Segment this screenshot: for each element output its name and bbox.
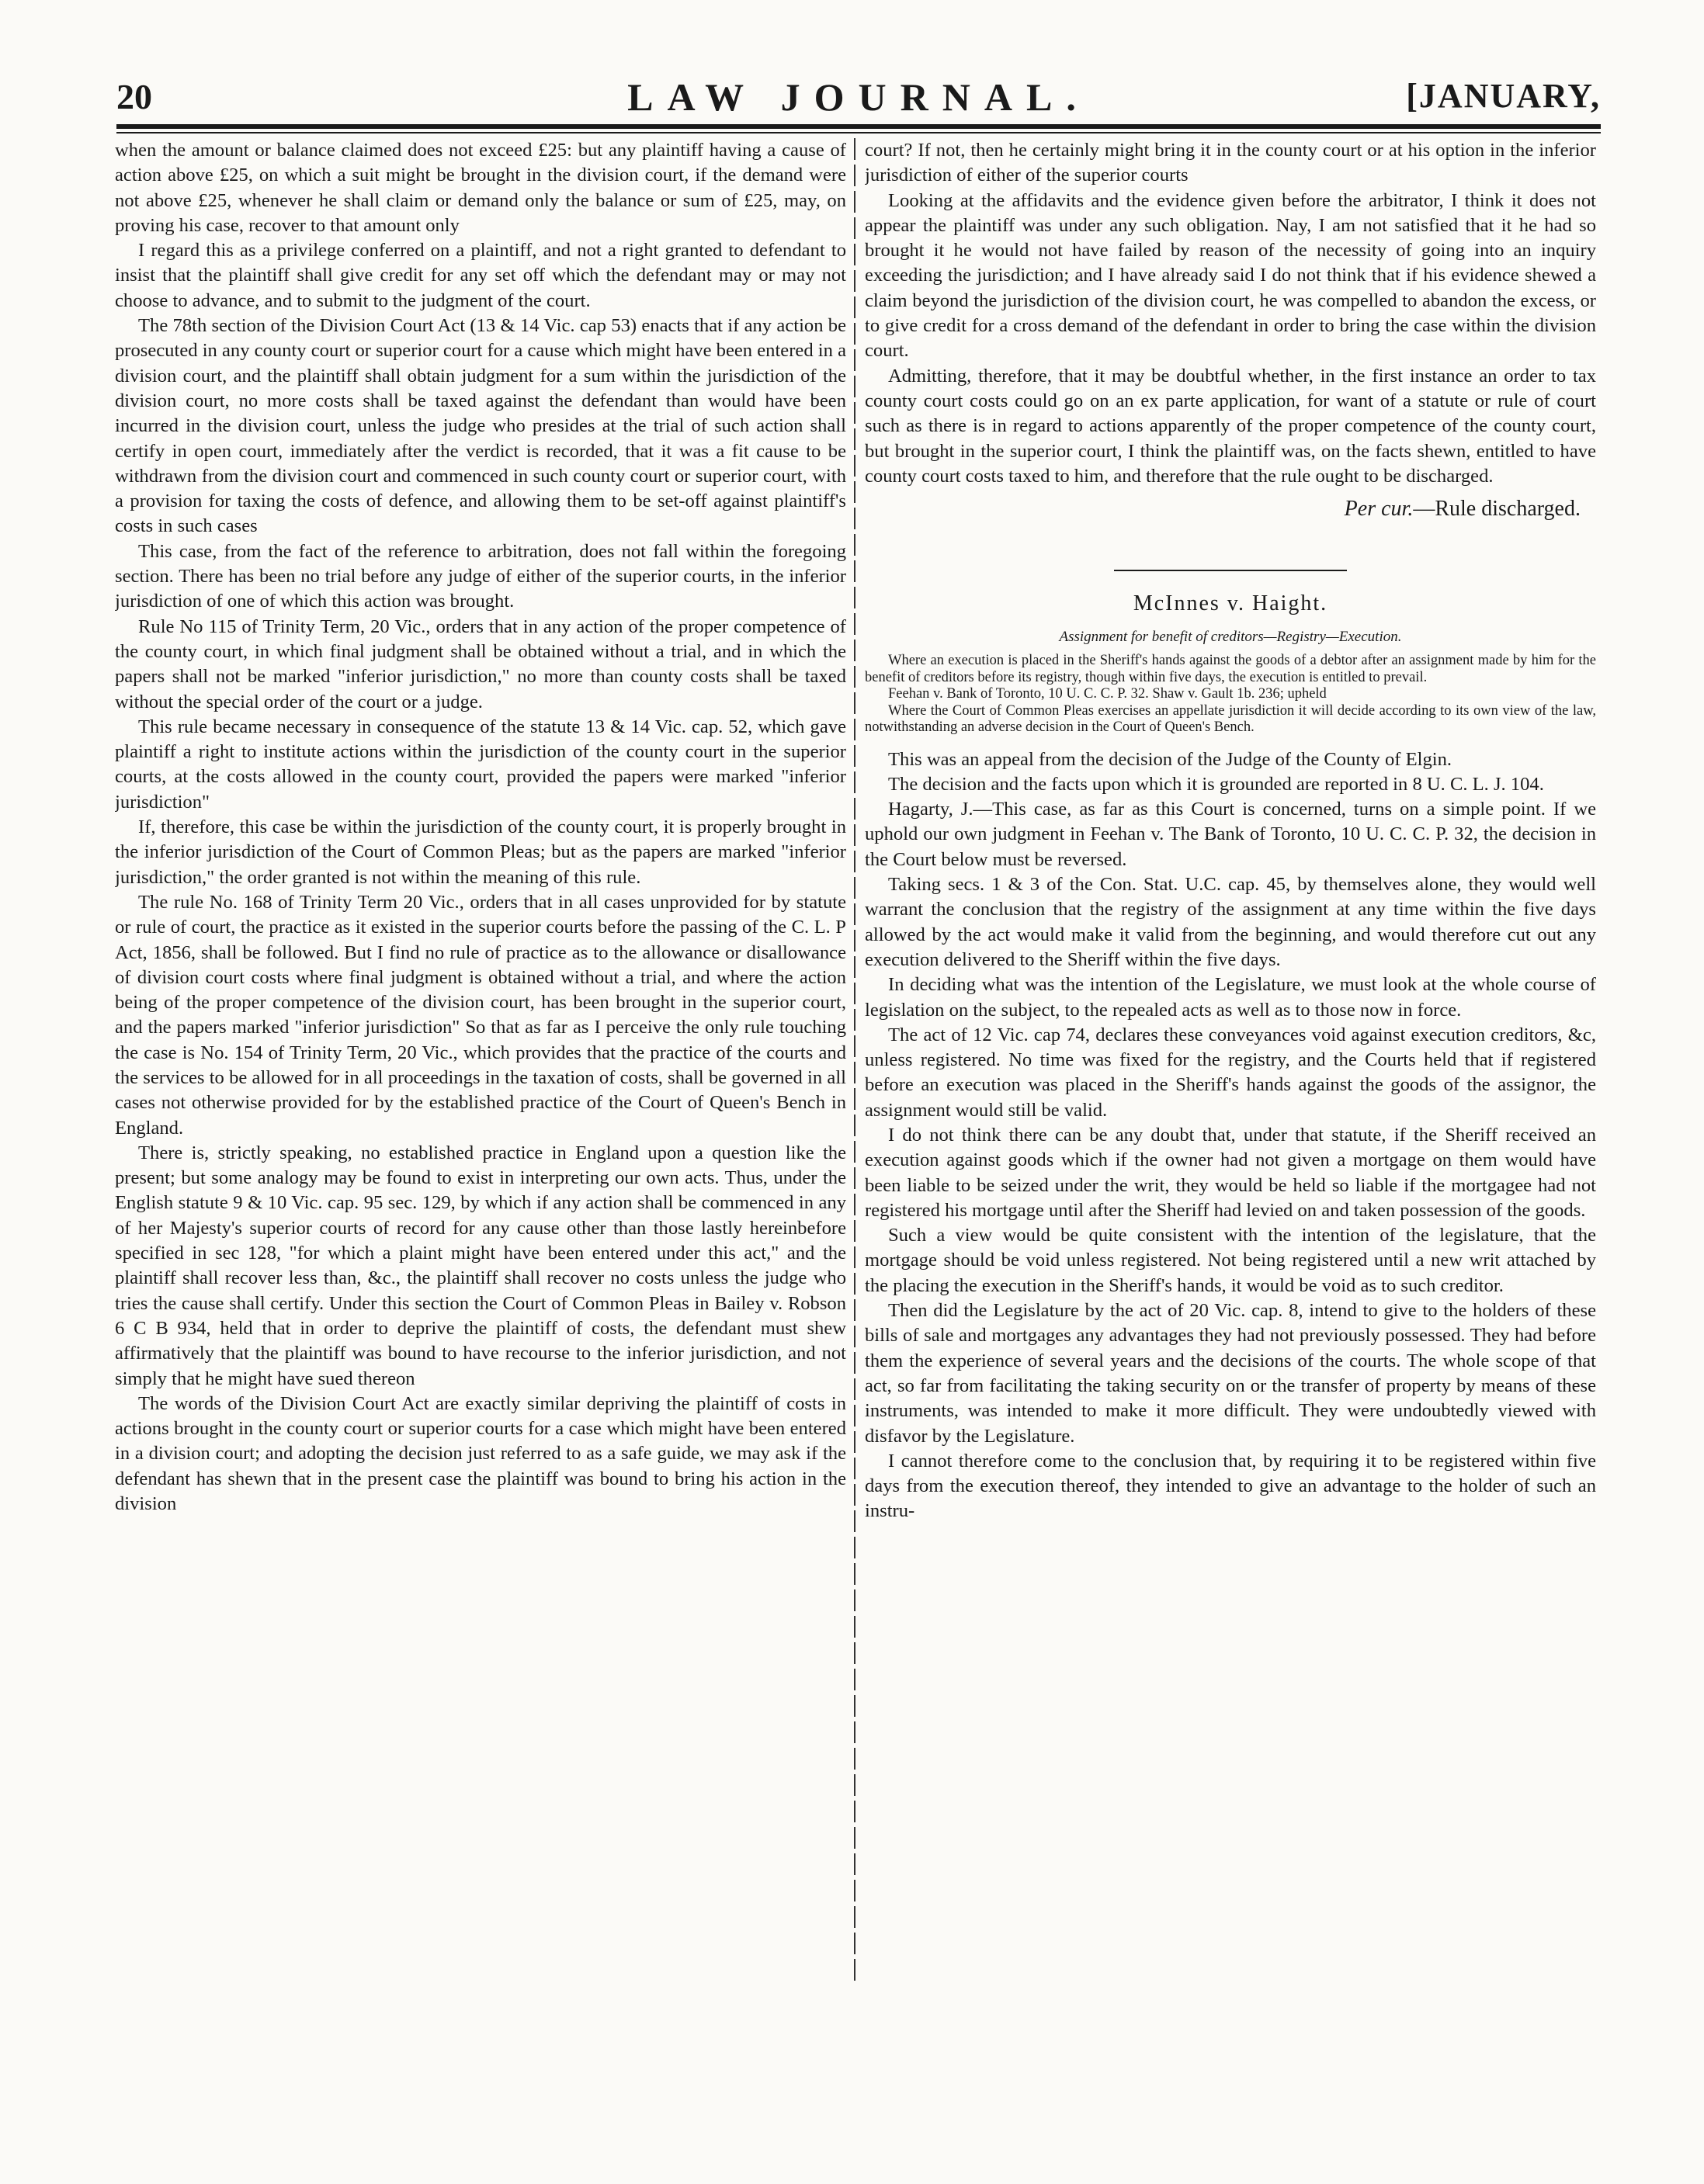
paragraph: The rule No. 168 of Trinity Term 20 Vic., orders that in all cases unprovided for by statute or rule of court, the practice as it existed in the superior courts before the passing of the C. L. P Act, 1856, shall be followed. But I find no rule of practice as to the allowance or disallowance of division court costs where final judgment is obtained without a trial, and where the action being of the proper competence of the division court, has been brought in the superior court, and the papers marked "inferior jurisdiction" So that as far as I perceive the only rule touching the case is No. 154 of Trinity Term, 20 Vic., which provides that the practice of the courts and the services to be allowed for in all proceedings in the taxation of costs, shall be governed in all cases not otherwise provided for by the established practice of the Court of Queen's Bench in England. bbox=[115, 891, 846, 1139]
per-curiam: Per cur. bbox=[1344, 497, 1414, 522]
paragraph: Then did the Legislature by the act of 20 Vic. cap. 8, intend to give to the holders of these bills of sale and mortgages any advantages they had not previously possessed. They had before them the experience of several years and the decisions of the courts. The whole scope of that act, so far from facilitating the taking security on or the transfer of property by means of these instruments, was intended to make it more difficult. They were undoubtedly viewed with disfavor by the Legislature. bbox=[865, 1300, 1596, 1447]
left-column bbox=[115, 138, 846, 1985]
right-column bbox=[865, 138, 1596, 1985]
paragraph: The act of 12 Vic. cap 74, declares these conveyances void against execution creditors, &c, unless registered. No time was fixed for the registry, and the Courts held that if registered before an execution was placed in the Sheriff's hands against the goods of the assignor, the assignment would still be valid. bbox=[865, 1024, 1596, 1121]
header-rule-thin bbox=[116, 132, 1601, 133]
headnote: Where the Court of Common Pleas exercises an appellate jurisdiction it will decide according to its own view of the law, notwithstanding an adverse decision in the Court of Queen's Bench. bbox=[865, 702, 1596, 736]
paragraph: This was an appeal from the decision of the Judge of the County of Elgin. bbox=[888, 748, 1452, 770]
page-number: 20 bbox=[116, 77, 152, 116]
paragraph: I regard this as a privilege conferred on a plaintiff, and not a right granted to defendant to insist that the plaintiff shall give credit for any set off which the defendant may or may not choose to advance, and to submit to the judgment of the court. bbox=[115, 240, 846, 311]
paragraph: Such a view would be quite consistent with the intention of the legislature, that the mortgage should be void unless registered. Not being registered until a new writ attached by the placing the execution in the Sheriff's hands, it would be void as to such creditor. bbox=[865, 1225, 1596, 1296]
paragraph: If, therefore, this case be within the jurisdiction of the county court, it is properly brought in the inferior jurisdiction of the Court of Common Pleas; but as the papers are marked "inferior jurisdiction," the order granted is not within the meaning of this rule. bbox=[115, 816, 846, 888]
headnote: Feehan v. Bank of Toronto, 10 U. C. C. P. 32. Shaw v. Gault 1b. 236; upheld bbox=[888, 686, 1327, 702]
paragraph: Taking secs. 1 & 3 of the Con. Stat. U.C. cap. 45, by themselves alone, they would well warrant the conclusion that the registry of the assignment at any time within the five days allowed by the act would make it valid from the beginning, and would therefore cut out any execution delivered to the Sheriff within the five days. bbox=[865, 874, 1596, 970]
page-header bbox=[116, 68, 1601, 123]
paragraph: In deciding what was the intention of the Legislature, we must look at the whole course of legislation on the subject, to the repealed acts as well as to those now in force. bbox=[865, 974, 1596, 1021]
paragraph: Hagarty, J.—This case, as far as this Court is concerned, turns on a simple point. If we uphold our own judgment in Feehan v. The Bank of Toronto, 10 U. C. C. P. 32, the decision in the Court below must be reversed. bbox=[865, 799, 1596, 870]
paragraph: court? If not, then he certainly might bring it in the county court or at his option in the inferior jurisdiction of either of the superior courts bbox=[865, 140, 1596, 186]
paragraph: This rule became necessary in consequence of the statute 13 & 14 Vic. cap. 52, which gave plaintiff a right to institute actions within the jurisdiction of the county court in the superior courts, at the costs allowed in the county court, provided the papers were marked "inferior jurisdiction" bbox=[115, 716, 846, 813]
paragraph: I cannot therefore come to the conclusion that, by requiring it to be registered within five days from the execution thereof, they intended to give an advantage to the holder of such an instru- bbox=[865, 1450, 1596, 1522]
judgment-result bbox=[865, 497, 1581, 522]
paragraph: Admitting, therefore, that it may be doubtful whether, in the first instance an order to tax county court costs could go on an ex parte application, for want of a statute or rule of court such as there is in regard to actions apparently of the proper competence of the county court, but brought in the superior court, I think the plaintiff was, on the facts shewn, entitled to have county court costs taxed to him, and therefore that the rule ought to be discharged. bbox=[865, 365, 1596, 487]
headnote: Where an execution is placed in the Sheriff's hands against the goods of a debtor after an assignment made by him for the benefit of creditors before its registry, though within five days, the execution is entitled to prevail. bbox=[865, 653, 1596, 685]
result-text: —Rule discharged. bbox=[1413, 497, 1581, 522]
column-divider bbox=[854, 138, 855, 1985]
header-rule-thick bbox=[116, 124, 1601, 129]
paragraph: when the amount or balance claimed does not exceed £25: but any plaintiff having a cause of action above £25, on which a suit might be brought in the division court, if the demand were not above £25, whenever he shall claim or demand only the balance or sum of £25, may, on proving his case, recover to that amount only bbox=[115, 140, 846, 236]
paragraph: The words of the Division Court Act are exactly similar depriving the plaintiff of costs in actions brought in the county court or superior courts for a case which might have been entered in a division court; and adopting the decision just referred to as a safe guide, we may ask if the defendant has shewn that in the present case the plaintiff was bound to bring his action in the division bbox=[115, 1392, 846, 1515]
paragraph: This case, from the fact of the reference to arbitration, does not fall within the foregoing section. There has been no trial before any judge of either of the superior courts, in the inferior jurisdiction of one of which this action was brought. bbox=[115, 540, 846, 612]
paragraph: The decision and the facts upon which it is grounded are reported in 8 U. C. L. J. 104. bbox=[888, 773, 1544, 795]
case-separator bbox=[1114, 570, 1347, 571]
paragraph: There is, strictly speaking, no established practice in England upon a question like the present; but some analogy may be found to exist in interpreting our own acts. Thus, under the English statute 9 & 10 Vic. cap. 95 sec. 129, by which if any action shall be commenced in any of her Majesty's superior courts of record for any cause other than those lastly hereinbefore specified in sec 128, "for which a plaint might have been entered under this act," and the plaintiff shall recover less than, &c., the plaintiff shall recover no costs unless the judge who tries the cause shall certify. Under this section the Court of Common Pleas in Bailey v. Robson 6 C B 934, held that in order to deprive the plaintiff of costs, the defendant must shew affirmatively that the plaintiff was bound to have recourse to the inferior jurisdiction, and not simply that he might have sued thereon bbox=[115, 1142, 846, 1389]
paragraph: Rule No 115 of Trinity Term, 20 Vic., orders that in any action of the proper competence of the county court, in which final judgment shall be obtained without a trial, and in which the papers shall not be marked "inferior jurisdiction," no more than county costs shall be taxed without the special order of the court or a judge. bbox=[115, 615, 846, 712]
journal-title: LAW JOURNAL. bbox=[627, 75, 1090, 119]
paragraph: I do not think there can be any doubt that, under that statute, if the Sheriff received an execution against goods which if the owner had not given a mortgage on them would have been liable to be seized under the writ, they would be held so liable if the mortgagee had not registered his mortgage until after the Sheriff had levied on and taken possession of the goods. bbox=[865, 1125, 1596, 1221]
paragraph: Looking at the affidavits and the evidence given before the arbitrator, I think it does not appear the plaintiff was under any such obligation. Nay, I am not satisfied that it he had so brought it he would not have failed by reason of the necessity of going into an inquiry exceeding the jurisdiction; and I have already said I do not think that if his evidence shewed a claim beyond the jurisdiction of the division court, he was compelled to abandon the excess, or to give credit for a cross demand of the defendant in order to bring the case within the division court. bbox=[865, 189, 1596, 362]
case-subtitle: Assignment for benefit of creditors—Registry—Execution. bbox=[1059, 628, 1402, 645]
case-title: McInnes v. Haight. bbox=[1133, 591, 1328, 616]
paragraph: The 78th section of the Division Court Act (13 & 14 Vic. cap 53) enacts that if any action be prosecuted in any county court or superior court for a cause which might have been entered in a division court, and the plaintiff shall obtain judgment for a sum within the jurisdiction of the division court, no more costs shall be taxed against the defendant than would have been incurred in the division court, unless the judge who presides at the trial of such action shall certify in open court, immediately after the verdict is recorded, that it was a fit cause to be withdrawn from the division court and commenced in such county court or superior court, with a provision for taxing the costs of defence, and allowing them to be set-off against plaintiff's costs in such cases bbox=[115, 315, 846, 537]
issue-month: [JANUARY, bbox=[1406, 77, 1601, 115]
